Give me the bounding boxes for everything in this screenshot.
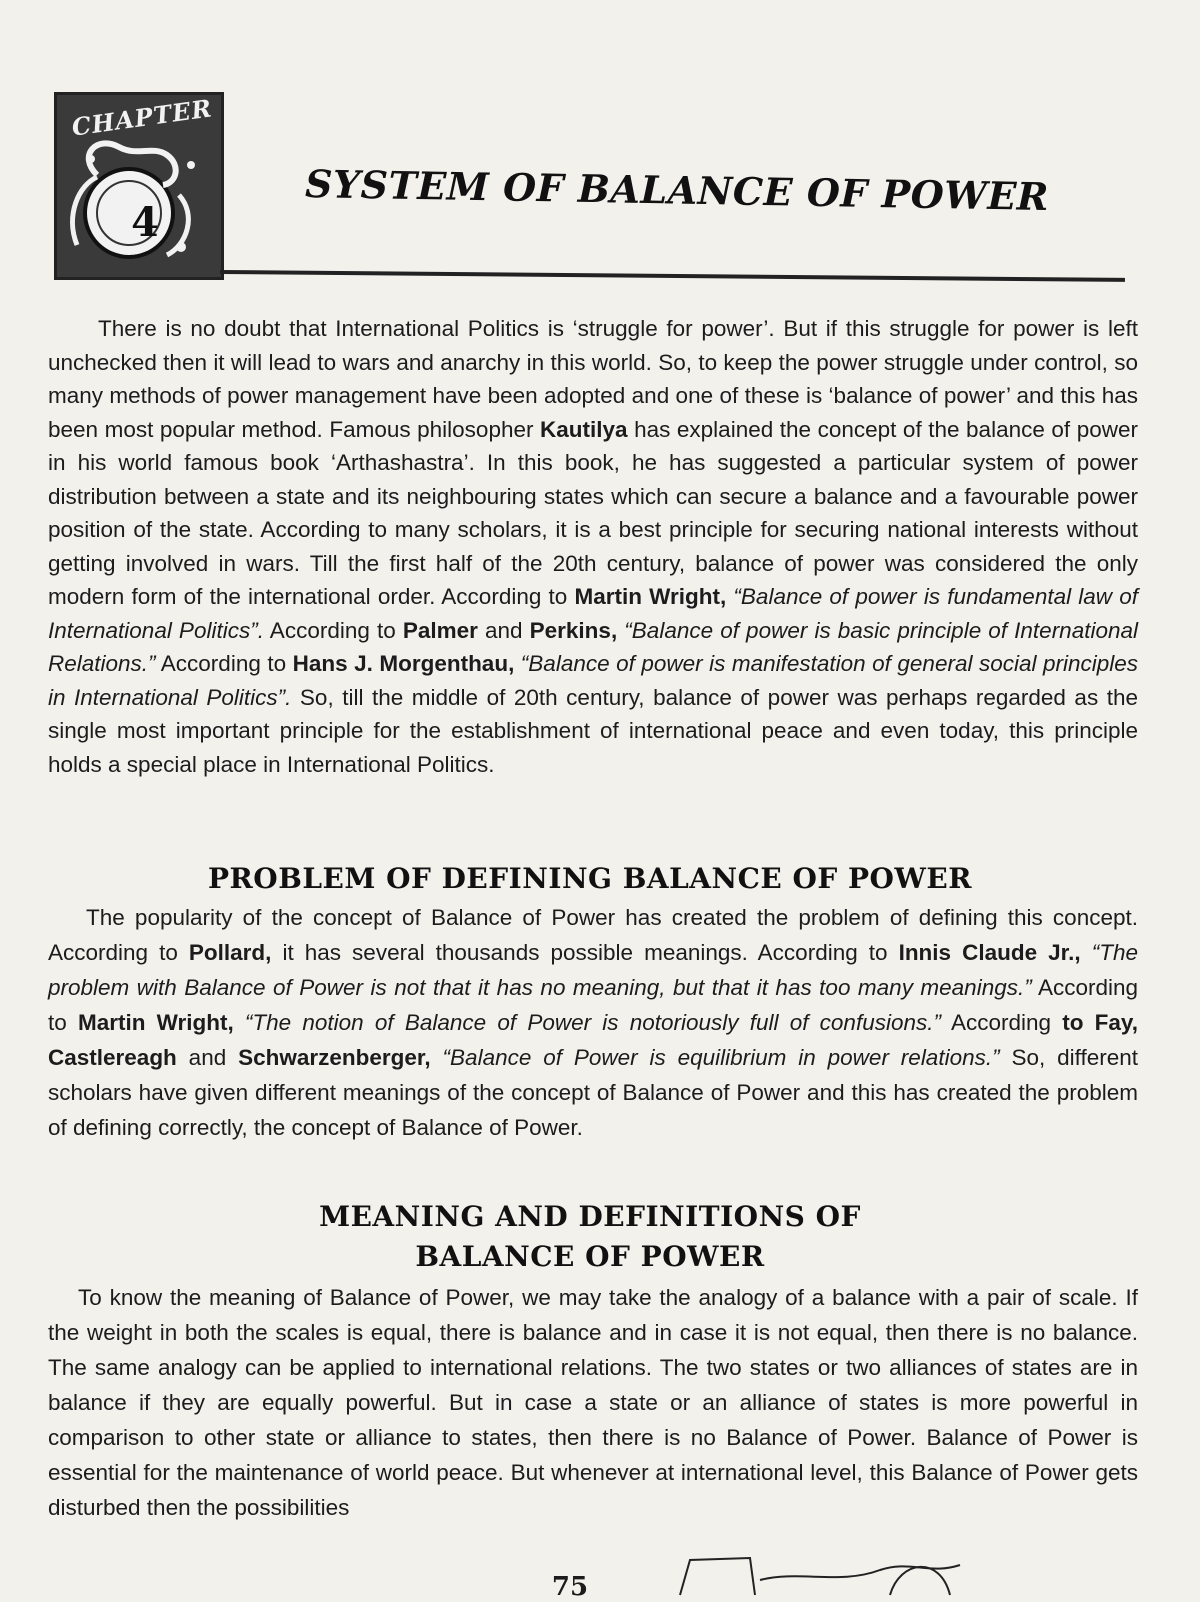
section-heading-problem: PROBLEM OF DEFINING BALANCE OF POWER: [207, 862, 972, 895]
chapter-title: SYSTEM OF BALANCE OF POWER: [304, 161, 1050, 220]
page-number: 75: [551, 1572, 589, 1602]
text-run: So, till the middle of 20th century, balance of power was perhaps regarded as the single most important principle for the establishment of international peace and even today, this principle holds a special place in International Politics.: [48, 684, 1138, 777]
quote: “Balance of power is manifestation of general social principles in International Politics”.: [48, 651, 1138, 710]
quote: “The notion of Balance of Power is notoriously full of confusions.”: [233, 1010, 941, 1035]
chapter-number: 4: [131, 199, 159, 246]
text-run: According: [940, 1010, 1063, 1035]
quote: “Balance of Power is equilibrium in power relations.”: [430, 1045, 1000, 1070]
author-name: to Fay, Castlereagh: [48, 1010, 1138, 1070]
author-name: Innis Claude Jr.,: [898, 940, 1081, 965]
author-name: Schwarzenberger,: [238, 1045, 431, 1070]
quote: “Balance of power is fundamental law of International Politics”.: [48, 584, 1138, 643]
author-name: Hans J. Morgenthau,: [292, 651, 515, 676]
author-name: Kautilya: [540, 416, 628, 442]
intro-paragraph: [48, 312, 1138, 781]
text-run: According to: [48, 975, 1138, 1035]
text-run: According to: [263, 617, 403, 643]
author-name: Palmer: [402, 617, 478, 643]
author-name: Martin Wright,: [574, 584, 727, 609]
text-run: The popularity of the concept of Balance of Power has created the problem of defining this concept. According to: [48, 905, 1138, 965]
meaning-paragraph: To know the meaning of Balance of Power, we may take the analogy of a balance with a pair of scale. If the weight in both the scales is equal, there is balance and in case it is not equal, then there is no balance. The same analogy can be applied to international relations. The two states or two alliances of states are in balance if they are equally powerful. But in case a state or an alliance of states is more powerful in comparison to other state or alliance to states, then there is no Balance of Power. Balance of Power is essential for the maintenance of world peace. But whenever at international level, this Balance of Power gets disturbed then the possibilities: [48, 1285, 1138, 1520]
author-name: Martin Wright,: [77, 1010, 234, 1035]
title-rule: [220, 270, 1125, 282]
text-run: and: [176, 1045, 239, 1070]
chapter-badge: [54, 92, 224, 280]
text-run: it has several thousands possible meanings. According to: [271, 940, 899, 965]
author-name: Perkins,: [529, 617, 618, 643]
text-run: and: [477, 617, 530, 643]
quote: “Balance of power is basic principle of International Relations.”: [48, 617, 1138, 676]
handwritten-scribble-icon: [660, 1540, 980, 1600]
text-run: According to: [155, 651, 293, 676]
text-run: has explained the concept of the balance of power in his world famous book ‘Arthashastra’. In this book, he has suggested a particular system of power distribution between a state and its neighbouring states which can secure a balance and a favourable power position of the state. According to many scholars, it is a best principle for securing national interests without getting involved in wars. Till the first half of the 20th century, balance of power was considered the only modern form of the international order. According to: [48, 416, 1138, 609]
author-name: Pollard,: [188, 940, 272, 965]
section-heading-meaning-line1: MEANING AND DEFINITIONS OF: [319, 1200, 861, 1233]
problem-paragraph: [48, 900, 1138, 1145]
section-heading-meaning-line2: BALANCE OF POWER: [415, 1240, 765, 1273]
chapter-label: CHAPTER: [69, 93, 215, 142]
quote: “The problem with Balance of Power is not that it has no meaning, but that it has too many meanings.”: [48, 940, 1138, 1000]
text-run: So, different scholars have given different meanings of the concept of Balance of Power and this has created the problem of defining correctly, the concept of Balance of Power.: [48, 1045, 1139, 1140]
text-run: There is no doubt that International Politics is ‘struggle for power’. But if this struggle for power is left unchecked then it will lead to wars and anarchy in this world. So, to keep the power struggle under control, so many methods of power management have been adopted and one of these is ‘balance of power’ and this has been most popular method. Famous philosopher: [48, 316, 1138, 442]
